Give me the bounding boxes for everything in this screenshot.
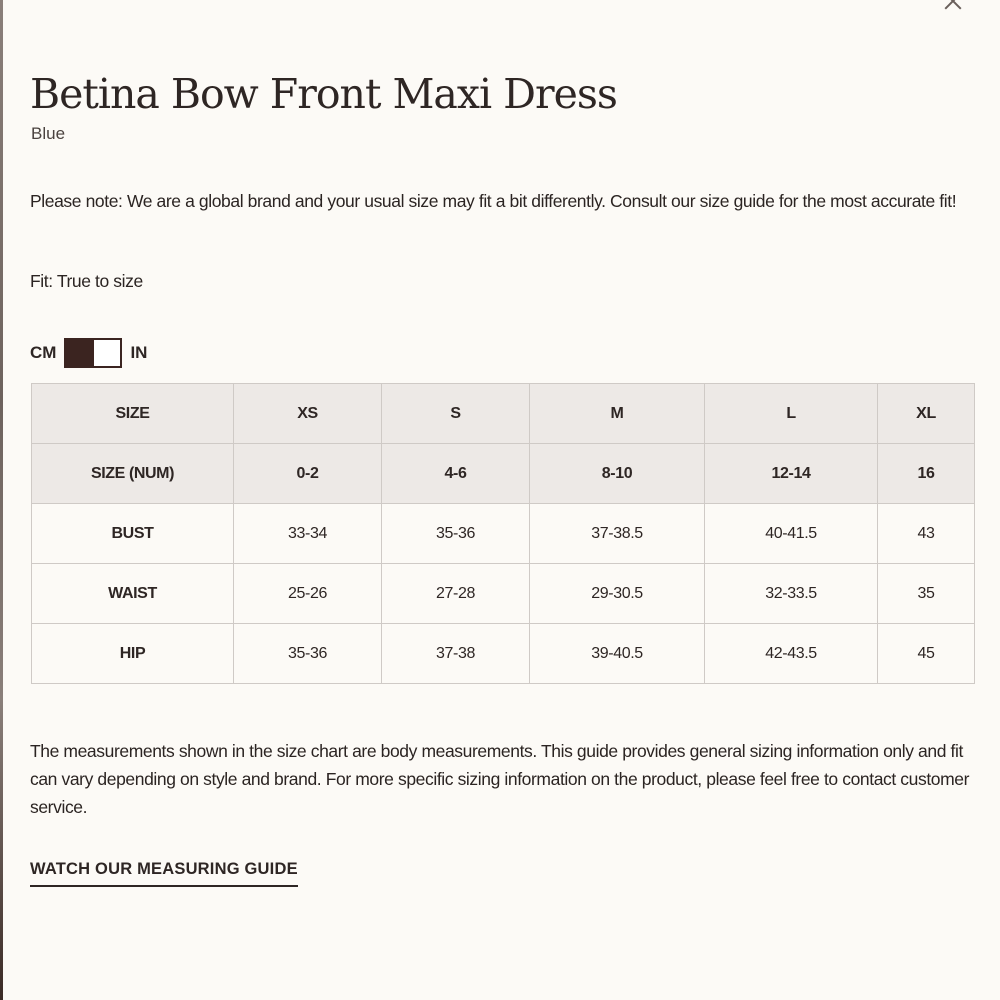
table-cell: 12-14 [705, 444, 878, 504]
table-row [32, 564, 975, 624]
table-cell: 25-26 [234, 564, 382, 624]
unit-toggle [30, 337, 147, 369]
table-cell: 37-38 [382, 624, 530, 684]
table-cell: L [705, 384, 878, 444]
measurement-disclaimer: The measurements shown in the size chart are body measurements. This guide provides general sizing information only and fit can vary depending on style and brand. For more specific sizing information on the product, please feel free to contact customer service. [30, 741, 970, 817]
table-cell: 45 [878, 624, 975, 684]
product-title: Betina Bow Front Maxi Dress [30, 70, 617, 118]
unit-switch[interactable] [64, 338, 122, 368]
unit-label-cm[interactable]: CM [30, 343, 57, 362]
table-row [32, 624, 975, 684]
table-cell: 16 [878, 444, 975, 504]
table-row [32, 444, 975, 504]
table-row-label: HIP [32, 624, 234, 684]
table-cell: 8-10 [530, 444, 705, 504]
product-color: Blue [31, 124, 66, 143]
table-row-label: BUST [32, 504, 234, 564]
measuring-guide-link[interactable]: WATCH OUR MEASURING GUIDE [30, 860, 298, 887]
close-icon[interactable] [942, 0, 964, 12]
table-cell: 33-34 [234, 504, 382, 564]
table-cell: 0-2 [234, 444, 382, 504]
table-cell: 39-40.5 [530, 624, 705, 684]
table-row [32, 384, 975, 444]
table-cell: 37-38.5 [530, 504, 705, 564]
sizing-note: Please note: We are a global brand and your usual size may fit a bit differently. Consult our size guide for the most accurate fit! [30, 191, 957, 211]
table-cell: 4-6 [382, 444, 530, 504]
table-cell: M [530, 384, 705, 444]
panel-edge [0, 0, 3, 1000]
table-cell: 29-30.5 [530, 564, 705, 624]
table-cell: 35 [878, 564, 975, 624]
table-row-label: WAIST [32, 564, 234, 624]
fit-info: Fit: True to size [30, 271, 143, 291]
table-cell: 35-36 [382, 504, 530, 564]
table-cell: 42-43.5 [705, 624, 878, 684]
size-chart-table [31, 383, 975, 684]
table-cell: 35-36 [234, 624, 382, 684]
table-cell: XL [878, 384, 975, 444]
table-cell: 43 [878, 504, 975, 564]
table-cell: 27-28 [382, 564, 530, 624]
table-row-label: SIZE [32, 384, 234, 444]
table-row [32, 504, 975, 564]
table-cell: 32-33.5 [705, 564, 878, 624]
table-cell: 40-41.5 [705, 504, 878, 564]
table-cell: XS [234, 384, 382, 444]
unit-label-in[interactable]: IN [130, 343, 148, 362]
table-row-label: SIZE (NUM) [32, 444, 234, 504]
unit-switch-knob [66, 340, 94, 366]
table-cell: S [382, 384, 530, 444]
